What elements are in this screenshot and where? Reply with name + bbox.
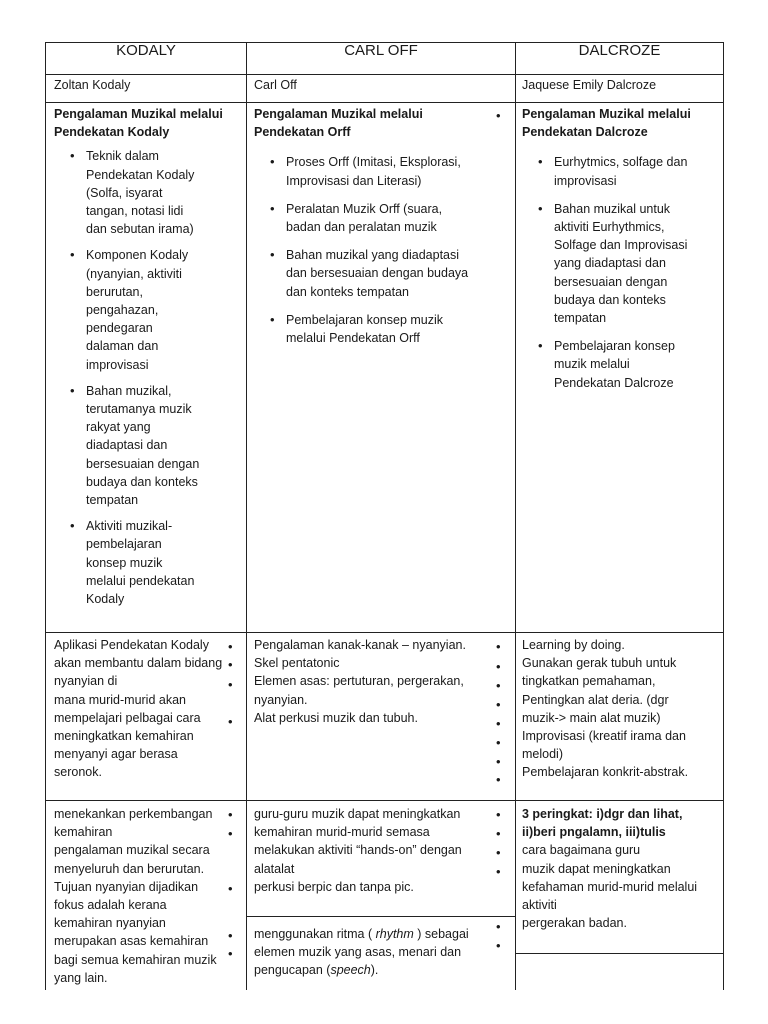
text-line: fokus adalah kerana (54, 898, 167, 913)
text-line: muzik dapat meningkatkan (522, 861, 671, 876)
text-line: mana murid-murid akan (54, 692, 186, 707)
row-divider-c3-inner (515, 953, 724, 954)
bullet-dot: • (228, 807, 233, 822)
text-line: Pembelajaran konkrit-abstrak. (522, 765, 689, 780)
text-line: aktiviti (522, 898, 557, 913)
text-line: pengalaman muzikal secara (54, 843, 210, 858)
text-line: meningkatkan kemahiran (54, 729, 194, 744)
list-item: • Komponen Kodaly (nyanyian, aktiviti berurutan, pengahazan, pendegaran dalaman dan improvisasi (70, 246, 204, 373)
dalcroze-emphasis-text (522, 805, 718, 932)
text-line: perkusi berpic dan tanpa pic. (254, 879, 414, 894)
bullet-dot: • (496, 697, 501, 712)
bullet-dot: • (496, 864, 501, 879)
orff-experience-title: Pengalaman Muzikal melalui Pendekatan Orff (254, 107, 423, 140)
list-item: • Aktiviti muzikal-pembelajaran konsep muzik melalui pendekatan Kodaly (70, 517, 204, 608)
text-line: kemahiran (54, 825, 113, 840)
text-line: Aplikasi Pendekatan Kodaly (54, 638, 209, 652)
list-item: • Bahan muzikal, terutamanya muzik rakyat yang diadaptasi dan bersesuaian dengan budaya dan konteks tempatan (70, 382, 204, 509)
bullet-dot: • (496, 659, 501, 674)
text-line: elemen muzik yang asas, menari dan (254, 945, 462, 960)
kodaly-experience-list (70, 147, 204, 608)
bullet-dot: • (496, 772, 501, 787)
text-line: kemahiran murid-murid semasa (254, 825, 430, 840)
orff-experience-cell (254, 105, 509, 357)
bullet-dot: • (496, 754, 501, 769)
bullet-dot: • (228, 657, 233, 672)
column-divider-3 (723, 42, 724, 990)
row-divider-c2-inner (246, 916, 515, 917)
kodaly-experience-title: Pengalaman Muzikal melalui Pendekatan Kodaly (54, 107, 223, 140)
text-line: ii)beri pngalamn, iii)tulis (522, 825, 666, 840)
text-line: melodi) (522, 747, 563, 762)
text-line: yang lain. (54, 970, 108, 985)
column-divider-0 (45, 42, 46, 990)
text-line: Skel pentatonic (254, 656, 340, 671)
rhythm-term: rhythm (375, 927, 414, 941)
dalcroze-experience-list (538, 153, 688, 391)
list-item: • Pembelajaran konsep muzik melalui Pendekatan Dalcroze (538, 337, 684, 392)
text-line: muzik-> main alat muzik) (522, 710, 661, 725)
name-dalcroze: Jaquese Emily Dalcroze (522, 78, 657, 92)
text-line (254, 961, 499, 979)
column-divider-1 (246, 42, 247, 990)
list-item: • Bahan muzikal yang diadaptasi dan bersesuaian dengan budaya dan konteks tempatan (270, 246, 475, 301)
text-line: guru-guru muzik dapat meningkatkan (254, 807, 461, 821)
list-item: • Pembelajaran konsep muzik melalui Pendekatan Orff (270, 311, 475, 347)
bullet-dot: • (496, 735, 501, 750)
kodaly-experience-cell (54, 105, 234, 616)
text-line: Gunakan gerak tubuh untuk (522, 656, 677, 671)
text-line: melakukan aktiviti “hands-on” dengan (254, 843, 462, 858)
name-kodaly: Zoltan Kodaly (54, 78, 131, 92)
orff-emphasis-text (254, 805, 494, 896)
dalcroze-experience-title: Pengalaman Muzikal melalui Pendekatan Dalcroze (522, 107, 691, 140)
bullet-dot: • (496, 678, 501, 693)
text-line: Improvisasi (kreatif irama dan (522, 729, 686, 744)
text-line: Alat perkusi muzik dan tubuh. (254, 710, 418, 725)
list-item: • Teknik dalam Pendekatan Kodaly (Solfa, isyarat tangan, notasi lidi dan sebutan irama) (70, 147, 204, 238)
text-line: menekankan perkembangan (54, 807, 213, 821)
row-divider-2 (45, 102, 724, 103)
text-segment: ) sebagai (413, 927, 469, 941)
text-line: nyanyian di (54, 674, 118, 689)
text-line: kemahiran nyanyian (54, 916, 166, 931)
text-line: Pengalaman kanak-kanak – nyanyian. (254, 638, 466, 652)
text-line: nyanyian. (254, 692, 308, 707)
text-line: bagi semua kemahiran muzik (54, 952, 217, 967)
header-dalcroze: DALCROZE (578, 42, 661, 59)
dalcroze-application-text (522, 636, 718, 782)
bullet-dot: • (228, 881, 233, 896)
kodaly-application-text (54, 636, 239, 782)
text-line (254, 925, 499, 943)
text-line: kefahaman murid-murid melalui (522, 879, 698, 894)
row-divider-3 (45, 632, 724, 633)
orff-experience-list (270, 153, 475, 347)
kodaly-emphasis-text (54, 805, 239, 987)
header-carl-off: CARL OFF (344, 42, 418, 59)
text-line: tingkatkan pemahaman, (522, 674, 656, 689)
bullet-dot: • (228, 826, 233, 841)
text-segment: ). (370, 963, 379, 978)
speech-term: speech (330, 963, 371, 978)
text-segment: menggunakan ritma ( (254, 927, 376, 941)
text-line: cara bagaimana guru (522, 843, 641, 858)
text-line: Tujuan nyanyian dijadikan (54, 879, 199, 894)
list-item: • Peralatan Muzik Orff (suara, badan dan peralatan muzik (270, 200, 475, 236)
text-line: seronok. (54, 765, 102, 780)
text-line: 3 peringkat: i)dgr dan lihat, (522, 807, 683, 821)
bullet-dot: • (228, 677, 233, 692)
header-kodaly: KODALY (116, 42, 176, 59)
text-line: mempelajari pelbagai cara (54, 710, 201, 725)
text-line: Elemen asas: pertuturan, pergerakan, (254, 674, 464, 689)
text-line: Pentingkan alat deria. (dgr (522, 692, 669, 707)
list-item: • Eurhytmics, solfage dan improvisasi (538, 153, 688, 189)
dalcroze-experience-cell (522, 105, 718, 400)
text-line: alatalat (254, 861, 295, 876)
bullet-dot: • (496, 108, 501, 123)
text-segment: pengucapan ( (254, 963, 331, 978)
text-line: merupakan asas kemahiran (54, 934, 209, 949)
column-divider-2 (515, 42, 516, 990)
row-divider-4 (45, 800, 724, 801)
bullet-dot: • (496, 919, 501, 934)
bullet-dot: • (228, 928, 233, 943)
row-divider-1 (45, 74, 724, 75)
text-line: Learning by doing. (522, 638, 625, 652)
name-carl-off: Carl Off (254, 78, 297, 92)
text-line: menyeluruh dan berurutan. (54, 861, 205, 876)
bullet-dot: • (228, 714, 233, 729)
text-line: pergerakan badan. (522, 916, 627, 931)
bullet-dot: • (496, 807, 501, 822)
bullet-dot: • (496, 639, 501, 654)
bullet-dot: • (496, 826, 501, 841)
bullet-dot: • (496, 845, 501, 860)
text-line: menyanyi agar berasa (54, 747, 178, 762)
list-item: • Bahan muzikal untuk aktiviti Eurhythmics, Solfage dan Improvisasi yang diadaptasi dan bersesuaian dengan budaya dan konteks tempatan (538, 200, 688, 327)
text-line: akan membantu dalam bidang (54, 656, 223, 671)
bullet-dot: • (228, 639, 233, 654)
bullet-dot: • (228, 946, 233, 961)
list-item: • Proses Orff (Imitasi, Eksplorasi, Improvisasi dan Literasi) (270, 153, 475, 189)
bullet-dot: • (496, 716, 501, 731)
orff-application-text (254, 636, 509, 727)
orff-rhythm-text (254, 925, 499, 980)
bullet-dot: • (496, 938, 501, 953)
